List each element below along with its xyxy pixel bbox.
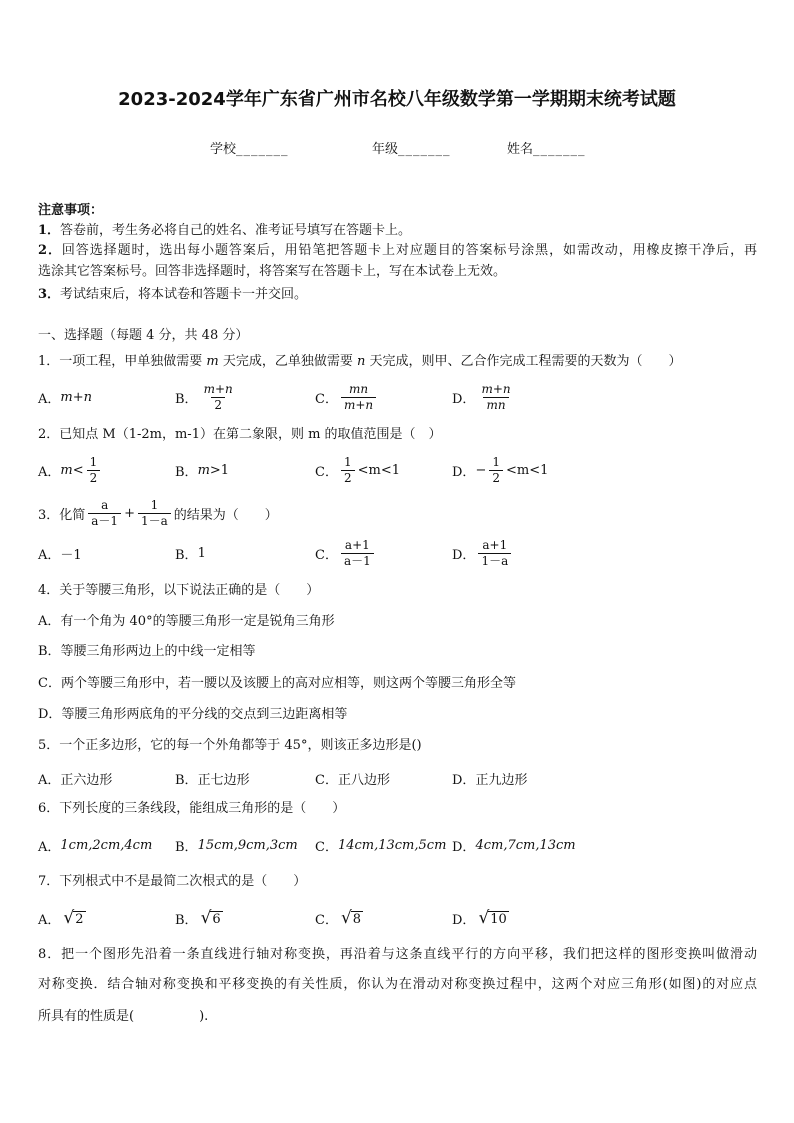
option-label: A． [38,464,61,480]
denominator: 2 [489,470,503,486]
option-d [452,453,548,487]
option-operator: < [72,462,84,478]
fraction [201,382,236,413]
option-c [315,453,400,487]
numerator: mn [348,381,369,396]
option-text: －1 [60,547,82,563]
question-7-stem: 7．下列根式中不是最简二次根式的是（ ） [38,874,307,889]
school-field [210,141,289,159]
note-item-3 [38,286,757,304]
stem-text: 的结果为（ ） [173,507,278,523]
fraction [341,538,374,569]
question-4-stem: 4．关于等腰三角形，以下说法正确的是（ ） [38,583,320,598]
option-label: C． [315,912,338,928]
option-label: A． [38,547,61,563]
option-variable: m [60,462,73,478]
radical-sign: √ [478,908,490,928]
denominator: m+n [341,397,376,413]
note-number: 3． [38,287,61,302]
option-c [315,836,446,854]
grade-blank: _______ [398,142,451,157]
minus-sign: − [475,462,487,478]
option-variable: m [197,462,210,478]
fraction [341,455,355,486]
option-a [38,380,92,414]
stem-text: 3．化简 [38,507,86,523]
numerator: m+n [203,381,233,396]
note-item-1 [38,222,757,240]
fraction [341,382,376,413]
question-4-option-b: B．等腰三角形两边上的中线一定相等 [38,644,256,659]
denominator: a－1 [341,553,374,569]
option-c [315,380,379,414]
option-a [38,769,112,787]
option-label: C． [315,772,338,788]
option-d [452,836,576,854]
question-6-options [0,836,794,854]
numerator: a+1 [482,537,508,552]
option-a [38,836,152,854]
question-4-option-a: A．有一个角为 40°的等腰三角形一定是锐角三角形 [38,614,335,629]
option-text: 正七边形 [197,772,250,788]
radicand: 10 [490,912,507,927]
radicand: 8 [352,912,362,927]
option-label: A． [38,772,61,788]
option-d [452,906,509,930]
name-blank: _______ [533,142,586,157]
school-blank: _______ [236,142,289,157]
numerator: a [101,497,109,512]
radical-sign: √ [200,908,212,928]
option-text: m+n [60,389,92,405]
denominator: 2 [211,397,225,413]
option-c [315,906,363,930]
fraction [87,455,101,486]
option-label: B． [175,547,198,563]
note-text: 答卷前，考生务必将自己的姓名、准考证号填写在答题卡上。 [60,223,412,238]
option-label: C． [315,839,338,855]
option-label: A． [38,391,61,407]
note-item-2-line-2: 选涂其它答案标号。回答非选择题时，将答案写在答题卡上，写在本试卷上无效。 [38,264,507,279]
question-5-stem: 5．一个正多边形，它的每一个外角都等于 45°，则该正多边形是() [38,738,422,753]
fraction [138,498,171,529]
square-root [478,908,508,928]
option-label: A． [38,912,61,928]
school-label: 学校 [210,142,237,157]
option-text: 15cm,9cm,3cm [197,837,298,853]
question-1-stem [38,353,757,371]
option-text: 正八边形 [337,772,390,788]
option-a [38,453,103,487]
note-number: 1． [38,223,61,238]
option-b [175,836,298,854]
option-label: D． [452,912,476,928]
option-label: D． [452,391,476,407]
stem-variable: m [206,354,219,369]
option-d [452,380,517,414]
denominator: 1－a [138,513,171,529]
stem-text: 1．一项工程，甲单独做需要 [38,354,207,369]
stem-text: 天完成，乙单独做需要 [218,354,357,369]
option-label: D． [452,839,476,855]
question-4-option-d: D．等腰三角形两底角的平分线的交点到三边距离相等 [38,707,348,722]
grade-field [372,141,451,159]
option-label: B． [175,464,198,480]
option-d [452,769,527,787]
denominator: 2 [87,470,101,486]
option-label: C． [315,391,338,407]
exam-title: 2023-2024学年广东省广州市名校八年级数学第一学期期末统考试题 [118,89,676,110]
fraction [478,382,513,413]
option-label: D． [452,772,476,788]
square-root [341,908,363,928]
option-label: C． [315,547,338,563]
question-7-options [0,906,794,930]
note-number: 2． [38,243,62,258]
numerator: 1 [150,497,159,512]
question-3-stem [38,496,757,530]
option-label: B． [175,839,198,855]
question-2-stem: 2．已知点 M（1-2m，m-1）在第二象限，则 m 的取值范围是（ ） [38,427,442,442]
radical-sign: √ [63,908,75,928]
option-d [452,536,514,570]
grade-label: 年级 [372,142,399,157]
option-text: 1cm,2cm,4cm [60,837,153,853]
option-text: 正六边形 [60,772,113,788]
option-label: B． [175,772,198,788]
note-item-2-line-1 [38,242,757,260]
option-label: C． [315,464,338,480]
option-text: 4cm,7cm,13cm [475,837,576,853]
numerator: 1 [492,454,500,469]
fraction [88,498,121,529]
option-label: D． [452,547,476,563]
fraction [478,538,511,569]
option-b [175,380,239,414]
denominator: a－1 [88,513,121,529]
option-c [315,536,377,570]
question-8-line-3: 所具有的性质是( ). [38,1009,209,1024]
name-field [507,141,586,159]
option-text: >1 [209,462,230,478]
option-b [175,906,223,930]
denominator: mn [483,397,508,413]
option-text: 1 [197,545,206,561]
note-text: 回答选择题时，选出每小题答案后，用铅笔把答题卡上对应题目的答案标号涂黑，如需改动，用橡皮擦干净后，再 [61,243,757,258]
radicand: 6 [212,912,221,927]
option-c [315,769,390,787]
numerator: a+1 [344,537,370,552]
denominator: 1－a [478,553,511,569]
square-root [201,908,223,928]
notes-heading: 注意事项： [38,203,104,218]
question-3-options [0,536,794,570]
option-label: B． [175,391,198,407]
option-label: A． [38,839,61,855]
question-8-line-2: 对称变换．结合轴对称变换和平移变换的有关性质，你认为在滑动对称变换过程中，这两个对应三角形(如图)的对应点 [38,977,757,992]
question-1-options [0,380,794,414]
section-heading: 一、选择题（每题 4 分，共 48 分） [38,328,249,343]
numerator: m+n [481,381,511,396]
option-text: <m<1 [357,462,400,478]
option-a [38,906,86,930]
option-text: 正九边形 [475,772,528,788]
numerator: 1 [89,454,98,469]
denominator: 2 [341,470,355,486]
option-b [175,536,206,570]
square-root [63,908,85,928]
stem-variable: n [357,354,366,369]
option-label: D． [452,464,476,480]
radical-sign: √ [340,908,352,928]
stem-text: 天完成，则甲、乙合作完成工程需要的天数为（ ） [365,354,682,369]
numerator: 1 [343,454,352,469]
option-text: <m<1 [505,462,549,478]
option-a [38,536,82,570]
question-8-line-1: 8．把一个图形先沿着一条直线进行轴对称变换，再沿着与这条直线平行的方向平移，我们把这样的图形变换叫做滑动 [38,947,757,962]
plus-sign: + [124,505,135,521]
option-text: 14cm,13cm,5cm [337,837,447,853]
question-4-option-c: C．两个等腰三角形中，若一腰以及该腰上的高对应相等，则这两个等腰三角形全等 [38,676,516,691]
question-2-options [0,453,794,487]
question-5-options [0,769,794,787]
question-6-stem: 6．下列长度的三条线段，能组成三角形的是（ ） [38,801,346,816]
option-b [175,453,229,487]
option-label: B． [175,912,198,928]
note-text: 考试结束后，将本试卷和答题卡一并交回。 [60,287,308,302]
radicand: 2 [75,912,84,927]
option-b [175,769,250,787]
name-label: 姓名 [507,142,534,157]
fraction [489,455,503,486]
